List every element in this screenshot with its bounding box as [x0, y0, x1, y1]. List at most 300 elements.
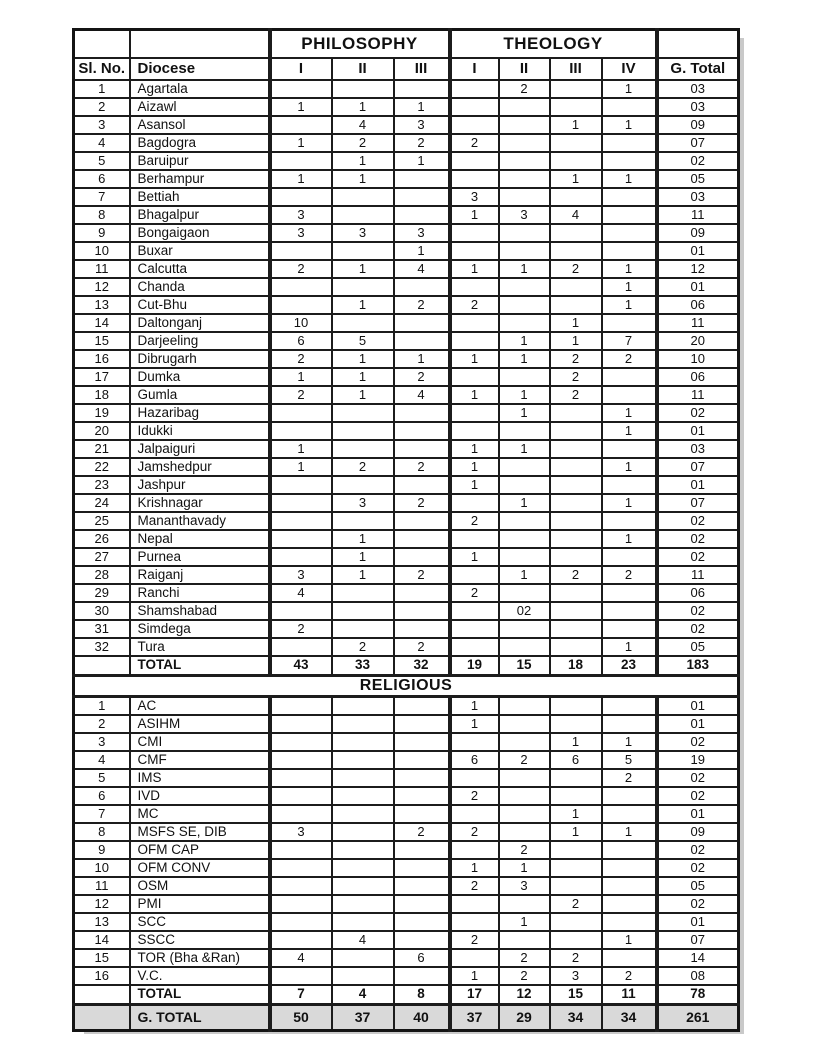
religious-row [74, 949, 739, 967]
cell-g-total: 02 [657, 620, 739, 638]
cell-theo-1 [450, 566, 499, 584]
cell-g-total: 09 [657, 224, 739, 242]
cell-phil-1: 4 [270, 584, 332, 602]
cell-phil-1 [270, 895, 332, 913]
cell-sl-no: 21 [74, 440, 130, 458]
cell-theo-3 [550, 602, 602, 620]
cell-theo-3 [550, 787, 602, 805]
cell-diocese: Buxar [130, 242, 270, 260]
cell-diocese: Dibrugarh [130, 350, 270, 368]
religious-section-header-row [74, 676, 739, 697]
cell-theo-3 [550, 512, 602, 530]
theology-group-header: THEOLOGY [450, 30, 657, 59]
cell-theo-1 [450, 769, 499, 787]
cell-theo-4: 1 [602, 170, 657, 188]
cell-sl-no: 25 [74, 512, 130, 530]
cell-sl-no: 13 [74, 296, 130, 314]
cell-g-total: 06 [657, 584, 739, 602]
diocese-row [74, 458, 739, 476]
cell-phil-1 [270, 841, 332, 859]
cell-theo-4: 1 [602, 80, 657, 98]
cell-sl-no: 17 [74, 368, 130, 386]
cell-phil-2 [332, 733, 394, 751]
cell-diocese: TOR (Bha &Ran) [130, 949, 270, 967]
cell-theo-3: 2 [550, 949, 602, 967]
cell-g-total: 09 [657, 823, 739, 841]
cell-theo-4: 2 [602, 769, 657, 787]
cell-phil-3 [394, 440, 450, 458]
cell-theo-2: 1 [499, 913, 550, 931]
cell-diocese: Tura [130, 638, 270, 656]
cell-phil-2 [332, 715, 394, 733]
cell-theo-4 [602, 386, 657, 404]
cell-theo-3 [550, 458, 602, 476]
cell-g-total: 02 [657, 733, 739, 751]
cell-phil-1 [270, 512, 332, 530]
cell-diocese: MSFS SE, DIB [130, 823, 270, 841]
cell-theo-1 [450, 620, 499, 638]
cell-sl-no [74, 985, 130, 1005]
cell-phil-1 [270, 476, 332, 494]
cell-g-total: 08 [657, 967, 739, 985]
cell-theo-1: 1 [450, 548, 499, 566]
cell-phil-2: 1 [332, 548, 394, 566]
cell-phil-3 [394, 530, 450, 548]
cell-theo-1 [450, 242, 499, 260]
cell-theo-1 [450, 602, 499, 620]
cell-phil-1: 3 [270, 224, 332, 242]
religious-row [74, 787, 739, 805]
cell-theo-3 [550, 859, 602, 877]
cell-phil-3 [394, 404, 450, 422]
cell-phil-3: 2 [394, 823, 450, 841]
cell-theo-3 [550, 440, 602, 458]
cell-diocese: Aizawl [130, 98, 270, 116]
cell-theo-3: 1 [550, 733, 602, 751]
cell-theo-3 [550, 98, 602, 116]
cell-theo-2 [499, 422, 550, 440]
cell-theo-1: 1 [450, 697, 499, 716]
cell-diocese: Simdega [130, 620, 270, 638]
diocese-row [74, 566, 739, 584]
cell-theo-2 [499, 224, 550, 242]
cell-theo-2 [499, 638, 550, 656]
cell-phil-3 [394, 787, 450, 805]
cell-phil-1 [270, 422, 332, 440]
cell-phil-3: 1 [394, 242, 450, 260]
cell-theo-2: 12 [499, 985, 550, 1005]
cell-sl-no: 6 [74, 787, 130, 805]
religious-row [74, 895, 739, 913]
cell-phil-2 [332, 80, 394, 98]
cell-sl-no: 12 [74, 895, 130, 913]
cell-sl-no: 20 [74, 422, 130, 440]
cell-theo-4: 2 [602, 566, 657, 584]
cell-theo-2: 1 [499, 350, 550, 368]
cell-phil-2: 1 [332, 170, 394, 188]
cell-phil-3 [394, 206, 450, 224]
cell-diocese: CMI [130, 733, 270, 751]
cell-theo-2: 2 [499, 841, 550, 859]
cell-theo-1: 1 [450, 458, 499, 476]
cell-theo-2: 02 [499, 602, 550, 620]
cell-theo-1: 2 [450, 823, 499, 841]
cell-theo-4 [602, 98, 657, 116]
cell-theo-4 [602, 620, 657, 638]
cell-theo-2 [499, 823, 550, 841]
cell-sl-no: 27 [74, 548, 130, 566]
cell-theo-2 [499, 170, 550, 188]
cell-phil-2: 2 [332, 638, 394, 656]
religious-row [74, 859, 739, 877]
cell-theo-3 [550, 134, 602, 152]
cell-theo-1 [450, 98, 499, 116]
cell-phil-2 [332, 314, 394, 332]
cell-sl-no: 15 [74, 332, 130, 350]
cell-diocese: Asansol [130, 116, 270, 134]
diocese-row [74, 404, 739, 422]
cell-g-total: 14 [657, 949, 739, 967]
cell-theo-4: 11 [602, 985, 657, 1005]
cell-phil-1: 2 [270, 350, 332, 368]
cell-theo-3 [550, 80, 602, 98]
religious-row [74, 823, 739, 841]
cell-diocese: IMS [130, 769, 270, 787]
diocese-row [74, 314, 739, 332]
cell-phil-1: 3 [270, 206, 332, 224]
col-header-phil-2: II [332, 58, 394, 80]
cell-theo-1: 19 [450, 656, 499, 676]
cell-phil-1 [270, 769, 332, 787]
cell-sl-no: 7 [74, 188, 130, 206]
cell-theo-1: 2 [450, 787, 499, 805]
cell-theo-1 [450, 314, 499, 332]
cell-phil-3 [394, 841, 450, 859]
cell-g-total: 07 [657, 931, 739, 949]
cell-phil-1: 1 [270, 134, 332, 152]
cell-sl-no: 18 [74, 386, 130, 404]
cell-phil-2 [332, 422, 394, 440]
cell-phil-1: 3 [270, 823, 332, 841]
cell-theo-4 [602, 895, 657, 913]
cell-g-total: 01 [657, 476, 739, 494]
cell-phil-3 [394, 584, 450, 602]
diocese-row [74, 620, 739, 638]
column-header-row [74, 58, 739, 80]
cell-sl-no: 31 [74, 620, 130, 638]
cell-phil-3 [394, 769, 450, 787]
cell-theo-3 [550, 620, 602, 638]
cell-sl-no: 12 [74, 278, 130, 296]
diocese-row [74, 152, 739, 170]
cell-phil-1 [270, 296, 332, 314]
cell-phil-2: 1 [332, 386, 394, 404]
cell-phil-1 [270, 805, 332, 823]
cell-phil-3 [394, 602, 450, 620]
cell-theo-4 [602, 584, 657, 602]
cell-phil-3: 2 [394, 134, 450, 152]
cell-phil-1 [270, 931, 332, 949]
cell-phil-2 [332, 823, 394, 841]
cell-g-total: 11 [657, 314, 739, 332]
cell-theo-1 [450, 404, 499, 422]
cell-theo-2 [499, 98, 550, 116]
cell-sl-no: 9 [74, 841, 130, 859]
cell-g-total: 02 [657, 530, 739, 548]
cell-theo-4 [602, 805, 657, 823]
cell-diocese: Krishnagar [130, 494, 270, 512]
cell-theo-1 [450, 841, 499, 859]
cell-g-total: 03 [657, 98, 739, 116]
cell-phil-2 [332, 440, 394, 458]
cell-theo-3: 2 [550, 895, 602, 913]
diocese-row [74, 602, 739, 620]
cell-phil-3 [394, 913, 450, 931]
cell-phil-1 [270, 116, 332, 134]
cell-phil-2 [332, 841, 394, 859]
cell-diocese: TOTAL [130, 985, 270, 1005]
cell-g-total: 11 [657, 566, 739, 584]
cell-phil-2 [332, 913, 394, 931]
cell-phil-1 [270, 494, 332, 512]
cell-theo-3 [550, 242, 602, 260]
cell-phil-2 [332, 278, 394, 296]
cell-g-total: 02 [657, 512, 739, 530]
cell-phil-3: 2 [394, 638, 450, 656]
cell-phil-2 [332, 859, 394, 877]
cell-phil-2 [332, 512, 394, 530]
cell-phil-1: 50 [270, 1005, 332, 1031]
cell-theo-4: 1 [602, 494, 657, 512]
diocese-row [74, 116, 739, 134]
cell-theo-4: 5 [602, 751, 657, 769]
religious-row [74, 841, 739, 859]
cell-g-total: 01 [657, 697, 739, 716]
cell-theo-3: 1 [550, 823, 602, 841]
cell-theo-1: 2 [450, 931, 499, 949]
cell-diocese: Purnea [130, 548, 270, 566]
cell-theo-4 [602, 512, 657, 530]
cell-theo-3 [550, 278, 602, 296]
cell-g-total: 02 [657, 895, 739, 913]
diocese-total-row [74, 656, 739, 676]
cell-sl-no: 6 [74, 170, 130, 188]
cell-theo-1 [450, 278, 499, 296]
cell-g-total: 01 [657, 242, 739, 260]
cell-theo-2 [499, 895, 550, 913]
cell-phil-2 [332, 805, 394, 823]
cell-phil-3 [394, 548, 450, 566]
cell-theo-4: 1 [602, 458, 657, 476]
cell-sl-no: 26 [74, 530, 130, 548]
cell-sl-no: 24 [74, 494, 130, 512]
cell-theo-4 [602, 697, 657, 716]
diocese-row [74, 494, 739, 512]
cell-theo-4 [602, 134, 657, 152]
religious-row [74, 697, 739, 716]
cell-sl-no: 16 [74, 350, 130, 368]
seminarians-report-table [72, 28, 740, 1032]
cell-theo-4 [602, 206, 657, 224]
religious-row [74, 931, 739, 949]
diocese-row [74, 350, 739, 368]
diocese-row [74, 530, 739, 548]
cell-theo-4: 2 [602, 967, 657, 985]
cell-phil-1: 10 [270, 314, 332, 332]
cell-diocese: SSCC [130, 931, 270, 949]
cell-diocese: Raiganj [130, 566, 270, 584]
cell-g-total: 01 [657, 278, 739, 296]
cell-phil-1: 4 [270, 949, 332, 967]
cell-theo-3: 2 [550, 566, 602, 584]
cell-phil-3 [394, 278, 450, 296]
cell-theo-4 [602, 242, 657, 260]
cell-sl-no: 29 [74, 584, 130, 602]
diocese-row [74, 206, 739, 224]
diocese-row [74, 386, 739, 404]
cell-phil-3 [394, 967, 450, 985]
cell-sl-no: 8 [74, 823, 130, 841]
cell-theo-4 [602, 314, 657, 332]
cell-diocese: ASIHM [130, 715, 270, 733]
cell-theo-3: 1 [550, 170, 602, 188]
cell-theo-2 [499, 296, 550, 314]
table-body [74, 80, 739, 1031]
col-header-theo-4: IV [602, 58, 657, 80]
cell-phil-1 [270, 242, 332, 260]
cell-theo-1: 1 [450, 967, 499, 985]
cell-sl-no: 30 [74, 602, 130, 620]
religious-row [74, 877, 739, 895]
cell-phil-2 [332, 697, 394, 716]
cell-g-total: 02 [657, 404, 739, 422]
cell-theo-3: 18 [550, 656, 602, 676]
cell-phil-3: 3 [394, 224, 450, 242]
cell-phil-2: 37 [332, 1005, 394, 1031]
cell-theo-3 [550, 548, 602, 566]
cell-theo-3 [550, 188, 602, 206]
group-header-row [74, 30, 739, 59]
cell-sl-no [74, 1005, 130, 1031]
cell-diocese: Bagdogra [130, 134, 270, 152]
cell-sl-no: 10 [74, 859, 130, 877]
cell-diocese: Jalpaiguri [130, 440, 270, 458]
cell-phil-2: 1 [332, 152, 394, 170]
cell-sl-no: 4 [74, 751, 130, 769]
cell-theo-3: 1 [550, 805, 602, 823]
cell-theo-2 [499, 931, 550, 949]
cell-theo-1 [450, 80, 499, 98]
cell-diocese: Idukki [130, 422, 270, 440]
cell-diocese: Daltonganj [130, 314, 270, 332]
cell-theo-3 [550, 530, 602, 548]
cell-sl-no: 9 [74, 224, 130, 242]
cell-theo-4 [602, 877, 657, 895]
diocese-row [74, 296, 739, 314]
cell-phil-2 [332, 949, 394, 967]
cell-theo-2 [499, 697, 550, 716]
cell-phil-2: 1 [332, 350, 394, 368]
cell-theo-2 [499, 278, 550, 296]
cell-theo-2: 15 [499, 656, 550, 676]
cell-theo-3: 2 [550, 260, 602, 278]
diocese-row [74, 278, 739, 296]
cell-theo-3: 4 [550, 206, 602, 224]
cell-phil-3: 1 [394, 350, 450, 368]
cell-g-total: 20 [657, 332, 739, 350]
cell-g-total: 02 [657, 787, 739, 805]
cell-phil-2: 1 [332, 566, 394, 584]
diocese-row [74, 422, 739, 440]
cell-theo-4 [602, 913, 657, 931]
cell-theo-2: 2 [499, 751, 550, 769]
cell-theo-3: 1 [550, 116, 602, 134]
cell-theo-4: 2 [602, 350, 657, 368]
cell-phil-2 [332, 769, 394, 787]
cell-theo-3 [550, 296, 602, 314]
cell-theo-4 [602, 440, 657, 458]
cell-diocese: AC [130, 697, 270, 716]
table-header [74, 30, 739, 81]
cell-theo-2: 3 [499, 877, 550, 895]
cell-phil-2 [332, 242, 394, 260]
cell-sl-no: 16 [74, 967, 130, 985]
cell-phil-2 [332, 584, 394, 602]
cell-sl-no: 1 [74, 80, 130, 98]
cell-diocese: OSM [130, 877, 270, 895]
cell-phil-2 [332, 787, 394, 805]
cell-phil-2: 4 [332, 985, 394, 1005]
cell-theo-1: 2 [450, 134, 499, 152]
cell-g-total: 78 [657, 985, 739, 1005]
cell-theo-2: 2 [499, 967, 550, 985]
cell-phil-2: 4 [332, 931, 394, 949]
cell-theo-1 [450, 170, 499, 188]
cell-phil-1: 43 [270, 656, 332, 676]
cell-phil-3 [394, 715, 450, 733]
cell-phil-2: 3 [332, 494, 394, 512]
cell-phil-1 [270, 913, 332, 931]
cell-theo-1 [450, 422, 499, 440]
cell-phil-1 [270, 751, 332, 769]
cell-theo-3 [550, 494, 602, 512]
religious-row [74, 751, 739, 769]
cell-phil-1: 2 [270, 386, 332, 404]
cell-theo-3 [550, 931, 602, 949]
cell-theo-1: 1 [450, 350, 499, 368]
cell-theo-1: 1 [450, 715, 499, 733]
cell-theo-2: 1 [499, 494, 550, 512]
cell-theo-4: 1 [602, 931, 657, 949]
cell-diocese: Chanda [130, 278, 270, 296]
col-header-sl-no: Sl. No. [74, 58, 130, 80]
cell-phil-1: 3 [270, 566, 332, 584]
cell-diocese: Jamshedpur [130, 458, 270, 476]
cell-theo-2 [499, 368, 550, 386]
col-header-theo-2: II [499, 58, 550, 80]
cell-theo-1 [450, 913, 499, 931]
cell-phil-3: 4 [394, 260, 450, 278]
cell-diocese: CMF [130, 751, 270, 769]
diocese-row [74, 80, 739, 98]
cell-theo-2 [499, 548, 550, 566]
cell-theo-1 [450, 224, 499, 242]
cell-phil-1 [270, 548, 332, 566]
cell-diocese: Dumka [130, 368, 270, 386]
cell-phil-1 [270, 877, 332, 895]
cell-phil-3: 6 [394, 949, 450, 967]
cell-phil-1 [270, 697, 332, 716]
